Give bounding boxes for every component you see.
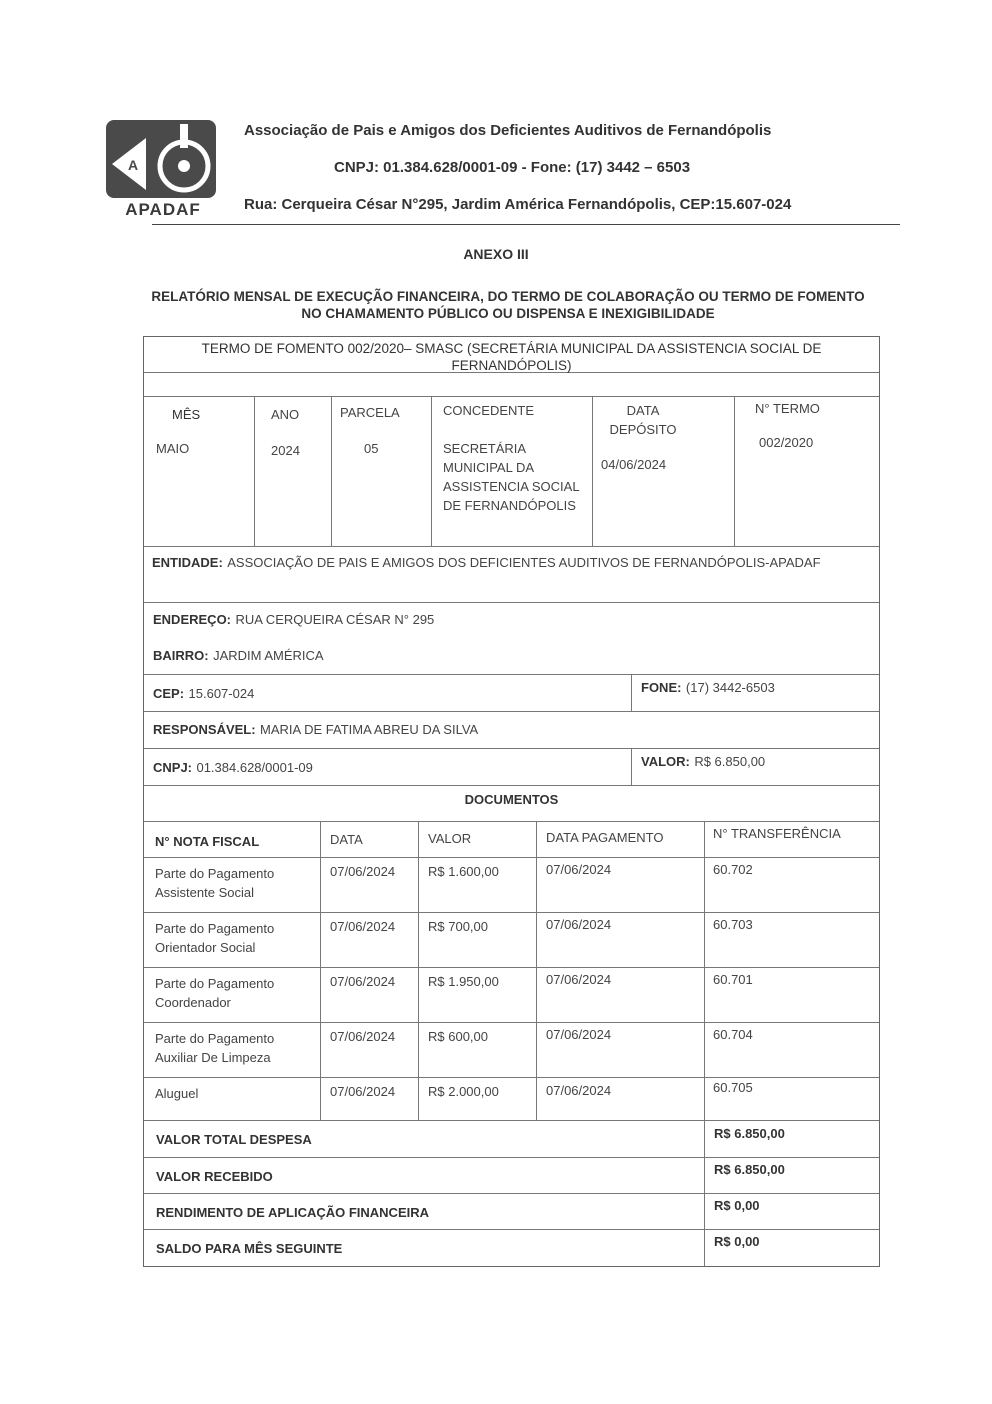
doc-data-pagamento-cell	[536, 1078, 704, 1120]
doc-header-data-pagamento: DATA PAGAMENTO	[546, 830, 664, 845]
doc-transferencia: 60.702	[713, 862, 753, 877]
total-value-cell	[704, 1158, 879, 1193]
total-value: R$ 0,00	[714, 1198, 760, 1213]
entidade-label: ENTIDADE:	[152, 555, 223, 570]
doc-data-cell	[320, 968, 418, 1022]
doc-valor: R$ 600,00	[428, 1029, 488, 1044]
documentos-title: DOCUMENTOS	[464, 792, 559, 807]
valor-cell	[631, 749, 879, 785]
concedente-value: SECRETÁRIA MUNICIPAL DA ASSISTENCIA SOCIAL DE FERNANDÓPOLIS	[443, 441, 580, 513]
ano-header: ANO	[271, 407, 300, 422]
total-value-cell	[704, 1121, 879, 1157]
termo-row	[144, 337, 879, 373]
endereco-label: ENDEREÇO:	[153, 612, 232, 627]
total-label: RENDIMENTO DE APLICAÇÃO FINANCEIRA	[156, 1205, 430, 1220]
fone-cell	[631, 675, 879, 711]
doc-header-data-cell	[320, 822, 418, 857]
org-address: Rua: Cerqueira César N°295, Jardim América Fernandópolis, CEP:15.607-024	[244, 196, 792, 213]
doc-data: 07/06/2024	[330, 974, 396, 989]
anexo-title: ANEXO III	[463, 246, 529, 262]
total-label: SALDO PARA MÊS SEGUINTE	[156, 1241, 343, 1256]
svg-text:A: A	[128, 157, 139, 173]
data-deposito-value: 04/06/2024	[601, 457, 667, 472]
total-value: R$ 6.850,00	[714, 1126, 785, 1141]
doc-valor-cell	[418, 858, 536, 912]
report-form	[143, 336, 880, 1267]
termo-text: TERMO DE FOMENTO 002/2020– SMASC (SECRETÁRIA MUNICIPAL DA ASSISTENCIA SOCIAL DE FERNANDÓPOLIS)	[201, 341, 822, 373]
documentos-title-row	[144, 786, 879, 822]
doc-data-pagamento: 07/06/2024	[546, 1027, 612, 1042]
fone-label: FONE:	[641, 680, 682, 695]
entidade-value: ASSOCIAÇÃO DE PAIS E AMIGOS DOS DEFICIENTES AUDITIVOS DE FERNANDÓPOLIS-APADAF	[227, 555, 821, 570]
doc-transferencia-cell	[704, 913, 879, 967]
data-deposito-header: DATA DEPÓSITO	[609, 403, 677, 437]
doc-transferencia: 60.705	[713, 1080, 753, 1095]
doc-transferencia-cell	[704, 1023, 879, 1077]
doc-nota: Parte do Pagamento Auxiliar De Limpeza	[155, 1031, 275, 1065]
doc-data-pagamento-cell	[536, 913, 704, 967]
doc-data: 07/06/2024	[330, 919, 396, 934]
doc-data-pagamento-cell	[536, 968, 704, 1022]
concedente-header: CONCEDENTE	[443, 403, 535, 418]
parcela-cell	[331, 397, 431, 546]
doc-header-nota: N° NOTA FISCAL	[155, 834, 260, 849]
table-row	[144, 1078, 879, 1121]
n-termo-cell	[734, 397, 879, 546]
apadaf-logo	[106, 120, 220, 220]
doc-nota-cell	[144, 858, 320, 912]
doc-valor-cell	[418, 1023, 536, 1077]
doc-transferencia-cell	[704, 1078, 879, 1120]
total-row	[144, 1158, 879, 1194]
doc-header-valor: VALOR	[428, 831, 472, 846]
total-row	[144, 1194, 879, 1230]
cnpj-label: CNPJ:	[153, 760, 193, 775]
ano-cell	[254, 397, 331, 546]
doc-data-cell	[320, 1023, 418, 1077]
total-row	[144, 1121, 879, 1158]
cep-row	[144, 675, 879, 712]
report-title: RELATÓRIO MENSAL DE EXECUÇÃO FINANCEIRA, DO TERMO DE COLABORAÇÃO OU TERMO DE FOMENTO NO CHAMAMENTO PÚBLICO OU DISPENSA E INEXIGIBILIDADE	[151, 289, 865, 321]
doc-valor-cell	[418, 1078, 536, 1120]
doc-data-pagamento: 07/06/2024	[546, 1083, 612, 1098]
responsavel-label: RESPONSÁVEL:	[153, 722, 256, 737]
doc-data: 07/06/2024	[330, 1029, 396, 1044]
table-row	[144, 913, 879, 968]
doc-header-row	[144, 822, 879, 858]
doc-nota-cell	[144, 968, 320, 1022]
data-deposito-cell	[592, 397, 734, 546]
total-value: R$ 0,00	[714, 1234, 760, 1249]
total-value: R$ 6.850,00	[714, 1162, 785, 1177]
doc-data-pagamento: 07/06/2024	[546, 972, 612, 987]
doc-transferencia-cell	[704, 858, 879, 912]
doc-transferencia: 60.703	[713, 917, 753, 932]
org-name: Associação de Pais e Amigos dos Deficientes Auditivos de Fernandópolis	[244, 122, 772, 139]
doc-data-cell	[320, 858, 418, 912]
doc-valor-cell	[418, 968, 536, 1022]
doc-data-cell	[320, 913, 418, 967]
doc-header-nota-cell	[144, 822, 320, 857]
doc-data-cell	[320, 1078, 418, 1120]
ano-value: 2024	[271, 443, 300, 458]
doc-nota: Parte do Pagamento Coordenador	[155, 976, 275, 1010]
doc-data-pagamento-cell	[536, 1023, 704, 1077]
mes-cell	[144, 397, 254, 546]
bairro-value: JARDIM AMÉRICA	[213, 648, 324, 663]
cep-label: CEP:	[153, 686, 185, 701]
valor-value: R$ 6.850,00	[694, 754, 766, 769]
doc-header-data-pagamento-cell	[536, 822, 704, 857]
doc-header-data: DATA	[330, 832, 363, 847]
info-row	[144, 397, 879, 547]
concedente-cell	[431, 397, 592, 546]
responsavel-value: MARIA DE FATIMA ABREU DA SILVA	[260, 722, 479, 737]
doc-valor: R$ 2.000,00	[428, 1084, 499, 1099]
parcela-value: 05	[364, 441, 379, 456]
doc-transferencia: 60.704	[713, 1027, 753, 1042]
doc-data: 07/06/2024	[330, 864, 396, 879]
doc-nota-cell	[144, 913, 320, 967]
doc-data-pagamento-cell	[536, 858, 704, 912]
doc-header-valor-cell	[418, 822, 536, 857]
doc-data: 07/06/2024	[330, 1084, 396, 1099]
logo-text: APADAF	[125, 200, 201, 219]
doc-header-transferencia: N° TRANSFERÊNCIA	[713, 826, 841, 841]
doc-valor: R$ 700,00	[428, 919, 488, 934]
doc-data-pagamento: 07/06/2024	[546, 917, 612, 932]
doc-nota: Aluguel	[155, 1086, 199, 1101]
table-row	[144, 858, 879, 913]
endereco-value: RUA CERQUEIRA CÉSAR N° 295	[235, 612, 435, 627]
doc-nota: Parte do Pagamento Orientador Social	[155, 921, 275, 955]
n-termo-header: N° TERMO	[755, 401, 820, 416]
table-row	[144, 968, 879, 1023]
cnpj-row	[144, 749, 879, 786]
doc-transferencia-cell	[704, 968, 879, 1022]
bairro-label: BAIRRO:	[153, 648, 209, 663]
total-value-cell	[704, 1194, 879, 1229]
mes-header: MÊS	[172, 407, 201, 422]
doc-transferencia: 60.701	[713, 972, 753, 987]
endereco-row	[144, 603, 879, 675]
parcela-header: PARCELA	[340, 405, 400, 420]
responsavel-row	[144, 712, 879, 749]
doc-header-transferencia-cell	[704, 822, 879, 857]
table-row	[144, 1023, 879, 1078]
total-value-cell	[704, 1230, 879, 1266]
doc-nota: Parte do Pagamento Assistente Social	[155, 866, 275, 900]
total-label: VALOR TOTAL DESPESA	[156, 1132, 312, 1147]
org-cnpj-phone: CNPJ: 01.384.628/0001-09 - Fone: (17) 3442 – 6503	[334, 159, 691, 176]
header-divider	[152, 224, 900, 225]
fone-value: (17) 3442-6503	[685, 680, 775, 695]
logo-emblem-icon	[106, 120, 216, 198]
doc-nota-cell	[144, 1023, 320, 1077]
valor-label: VALOR:	[641, 754, 690, 769]
cnpj-value: 01.384.628/0001-09	[196, 760, 313, 775]
doc-valor: R$ 1.600,00	[428, 864, 499, 879]
doc-nota-cell	[144, 1078, 320, 1120]
total-label: VALOR RECEBIDO	[156, 1169, 273, 1184]
total-row	[144, 1230, 879, 1266]
n-termo-value: 002/2020	[759, 435, 814, 450]
doc-valor: R$ 1.950,00	[428, 974, 499, 989]
doc-valor-cell	[418, 913, 536, 967]
mes-value: MAIO	[156, 441, 190, 456]
entidade-row	[144, 547, 879, 603]
cep-value: 15.607-024	[188, 686, 255, 701]
blank-row	[144, 373, 879, 397]
doc-data-pagamento: 07/06/2024	[546, 862, 612, 877]
